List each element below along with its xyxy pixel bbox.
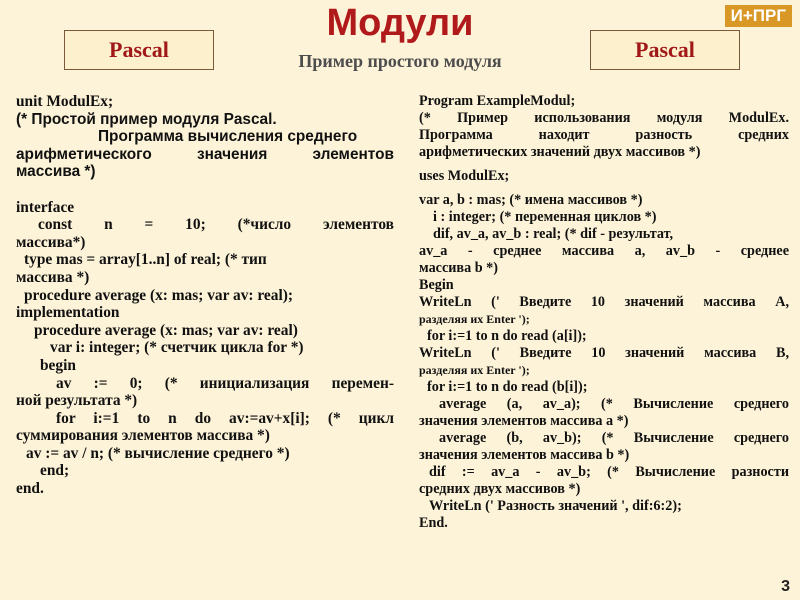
- code-line: End.: [419, 515, 448, 531]
- code-line: type mas = array[1..n] of real; (* тип: [24, 251, 267, 269]
- code-line: av := av / n; (* вычисление среднего *): [26, 444, 290, 462]
- language-label-left: Pascal: [64, 30, 214, 70]
- code-line: ной результата *): [16, 392, 138, 410]
- code-line: procedure average (x: mas; var av: real): [34, 321, 298, 339]
- code-line: for i:=1 to n do read (a[i]);: [427, 328, 587, 344]
- code-line: interface: [16, 198, 75, 216]
- code-line: арифметического значения элементов: [16, 145, 394, 163]
- code-line: implementation: [16, 304, 120, 322]
- code-line: массива*): [16, 233, 86, 251]
- code-line: массива *): [16, 268, 90, 286]
- brand-badge: И+ПРГ: [725, 5, 792, 27]
- code-line: for i:=1 to n do read (b[i]);: [427, 379, 588, 395]
- code-line: var i: integer; (* счетчик цикла for *): [50, 339, 304, 357]
- code-line: procedure average (x: mas; var av: real);: [24, 286, 293, 304]
- code-line: WriteLn (' Разность значений ', dif:6:2);: [429, 498, 682, 514]
- page-number: 3: [781, 578, 790, 595]
- code-line: WriteLn (' Введите 10 значений массива B,: [419, 345, 789, 361]
- code-line: разделяя их Enter ');: [419, 363, 530, 377]
- code-line: Программа вычисления среднего: [98, 128, 358, 146]
- code-line: dif := av_a - av_b; (* Вычисление разности: [429, 464, 789, 480]
- code-line: begin: [40, 356, 76, 374]
- code-line: average (b, av_b); (* Вычисление среднего: [439, 430, 789, 446]
- code-line: Begin: [419, 277, 454, 293]
- code-line: var a, b : mas; (* имена массивов *): [419, 192, 643, 208]
- program-code-listing: [419, 93, 789, 532]
- code-line: end;: [40, 462, 70, 480]
- code-line: арифметических значений двух массивов *): [419, 144, 701, 160]
- code-line: массива b *): [419, 260, 498, 276]
- code-line: (* Простой пример модуля Pascal.: [16, 110, 277, 128]
- code-line: Программа находит разность средних: [419, 127, 789, 143]
- code-line: Program ExampleModul;: [419, 93, 576, 109]
- slide-subtitle: Пример простого модуля: [298, 51, 502, 71]
- code-line: av := 0; (* инициализация перемен-: [56, 374, 394, 392]
- code-line: средних двух массивов *): [419, 481, 581, 497]
- code-line: end.: [16, 480, 44, 498]
- slide-title: Модули: [326, 2, 474, 44]
- code-line: массива *): [16, 163, 96, 181]
- code-line: dif, av_a, av_b : real; (* dif - результат,: [433, 226, 674, 242]
- code-line: av_a - среднее массива a, av_b - среднее: [419, 243, 789, 259]
- language-label-right: Pascal: [590, 30, 740, 70]
- unit-code-listing: [16, 93, 394, 498]
- code-line: суммирования элементов массива *): [16, 427, 270, 445]
- code-line: const n = 10; (*число элементов: [38, 216, 394, 234]
- code-line: uses ModulEx;: [419, 168, 510, 184]
- code-line: for i:=1 to n do av:=av+x[i]; (* цикл: [56, 409, 394, 427]
- code-line: (* Пример использования модуля ModulEx.: [419, 110, 789, 126]
- code-line: average (a, av_a); (* Вычисление среднего: [439, 396, 789, 412]
- code-line: значения элементов массива b *): [419, 447, 630, 463]
- code-line: разделяя их Enter ');: [419, 312, 530, 326]
- code-line: значения элементов массива a *): [419, 413, 629, 429]
- code-line: WriteLn (' Введите 10 значений массива A,: [419, 294, 789, 310]
- code-line: unit ModulEx;: [16, 93, 114, 110]
- code-line: i : integer; (* переменная циклов *): [433, 209, 657, 225]
